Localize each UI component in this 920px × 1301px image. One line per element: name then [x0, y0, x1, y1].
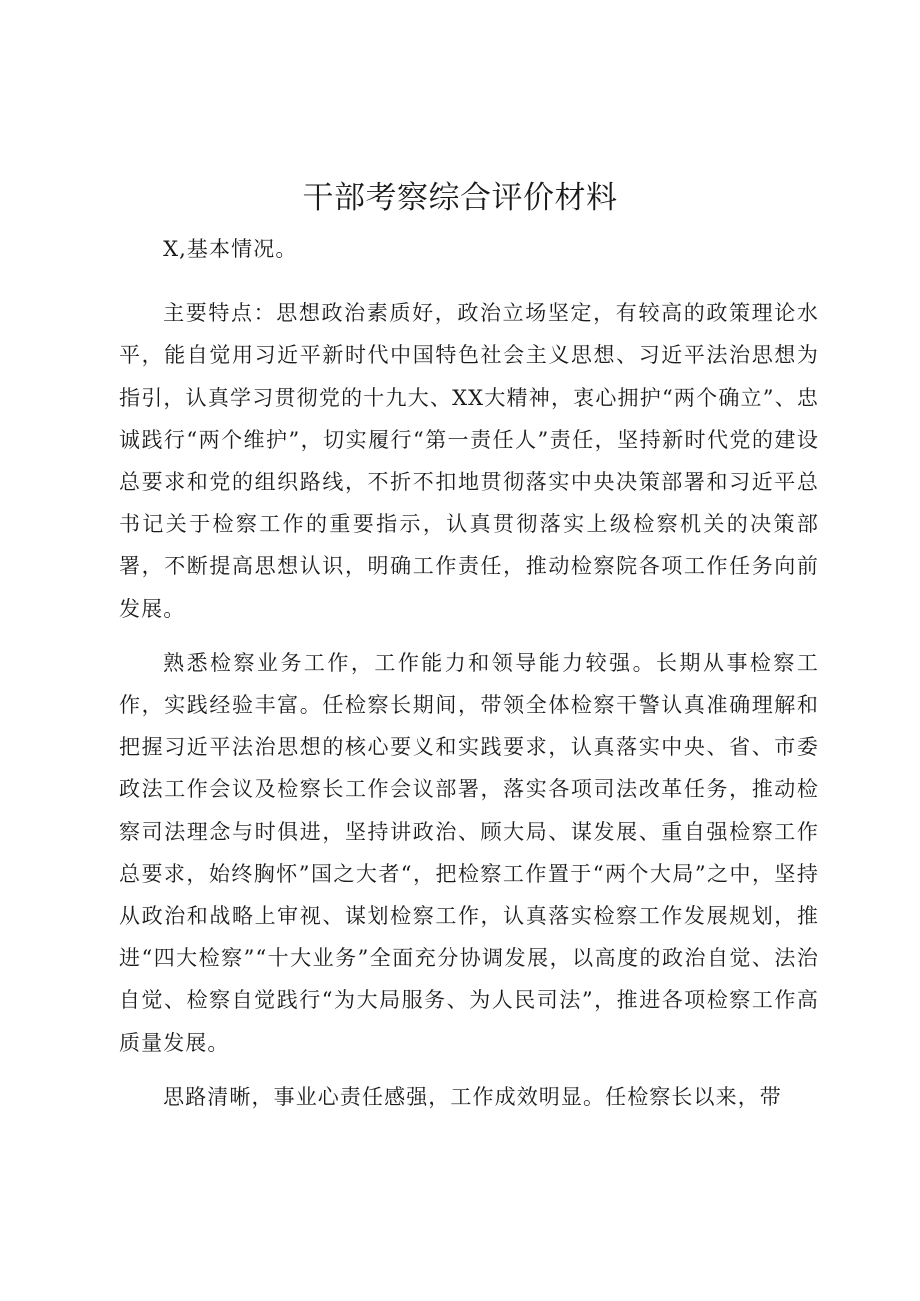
paragraph-clear-thinking: 思路清晰，事业心责任感强，工作成效明显。任检察长以来，带: [163, 1084, 782, 1109]
paragraph-basic-info: X,基本情况。: [163, 237, 298, 261]
document-body: [119, 228, 819, 1130]
document-title: 干部考察综合评价材料: [302, 180, 618, 216]
paragraph-main-features: 主要特点：思想政治素质好，政治立场坚定，有较高的政策理论水平，能自觉用习近平新时代中国特色社会主义思想、习近平法治思想为指引，认真学习贯彻党的十九大、XX大精神，衷心拥护“两个确立”、忠诚践行“两个维护”，切实履行“第一责任人”责任，坚持新时代党的建设总要求和党的组织路线，不折不扣地贯彻落实中央决策部署和习近平总书记关于检察工作的重要指示，认真贯彻落实上级检察机关的决策部署，不断提高思想认识，明确工作责任，推动检察院各项工作任务向前发展。: [119, 301, 819, 621]
paragraph-work-ability: 熟悉检察业务工作，工作能力和领导能力较强。长期从事检察工作，实践经验丰富。任检察长期间，带领全体检察干警认真准确理解和把握习近平法治思想的核心要义和实践要求，认真落实中央、省、市委政法工作会议及检察长工作会议部署，落实各项司法改革任务，推动检察司法理念与时俱进，坚持讲政治、顾大局、谋发展、重自强检察工作总要求，始终胸怀”国之大者“，把检察工作置于“两个大局”之中，坚持从政治和战略上审视、谋划检察工作，认真落实检察工作发展规划，推进“四大检察”“十大业务”全面充分协调发展，以高度的政治自觉、法治自觉、检察自觉践行“为大局服务、为人民司法”，推进各项检察工作高质量发展。: [119, 650, 819, 1055]
